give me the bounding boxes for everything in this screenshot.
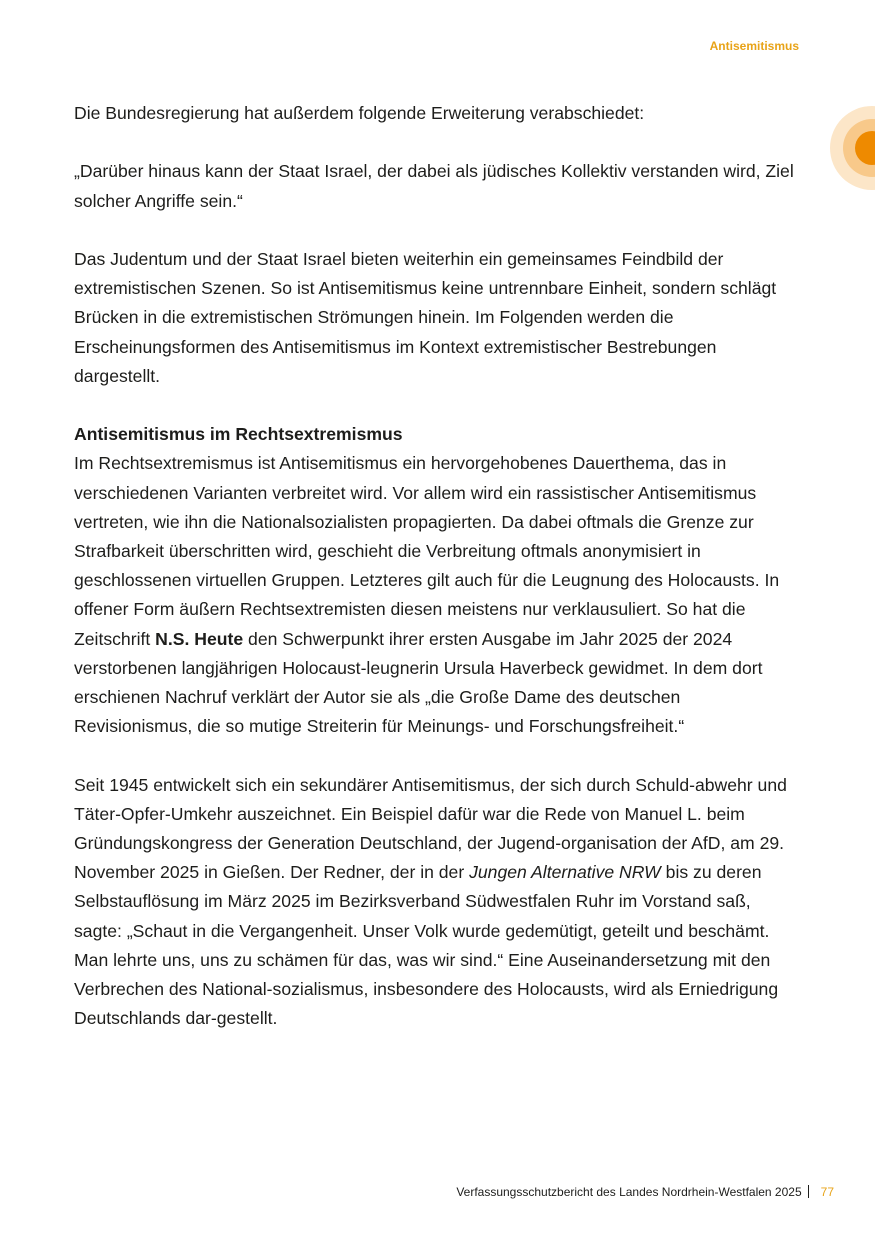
paragraph-intro: Die Bundesregierung hat außerdem folgende Erweiterung verabschiedet: bbox=[74, 103, 645, 123]
paragraph-text: Seit 1945 entwickelt sich ein sekundärer Antisemitismus, der sich durch Schuld-abwehr und Täter-Opfer-Umkehr auszeichnet. Ein Beispiel dafür war die Rede von Manuel L. beim Gründungskongress der Generation Deutschland, der Jugend-organisation der AfD, am 29. November 2025 in Gießen. Der Redner, der in der bbox=[74, 774, 787, 883]
paragraph-rechtsextremismus bbox=[74, 449, 802, 741]
publication-name: N.S. Heute bbox=[155, 628, 244, 649]
organisation-name: Jungen Alternative NRW bbox=[469, 862, 661, 883]
paragraph-text: den Schwerpunkt ihrer ersten Ausgabe im Jahr 2025 der 2024 verstorbenen langjährigen Holocaust-leugnerin Ursula Haverbeck gewidmet. In dem dort erschienen Nachruf verklärt der Autor sie als „die Große Dame des deutschen Revisionismus, die so mutige Streiterin für Meinungs- und Forschungsfreiheit.“ bbox=[74, 628, 763, 737]
running-head: Antisemitismus bbox=[709, 39, 799, 53]
decorative-circles-icon bbox=[830, 106, 875, 190]
paragraph-sekundaerer-antisemitismus bbox=[74, 771, 802, 1034]
footer-divider bbox=[808, 1185, 809, 1198]
page-number: 77 bbox=[820, 1185, 834, 1199]
footer-publication: Verfassungsschutzbericht des Landes Nordrhein-Westfalen 2025 bbox=[456, 1185, 802, 1199]
paragraph-text: bis zu deren Selbstauflösung im März 2025 im Bezirksverband Südwestfalen Ruhr im Vorstand saß, sagte: „Schaut in die Vergangenheit. Unser Volk wurde gedemütigt, geteilt und beschämt. Man lehrte uns, uns zu schämen für das, was wir sind.“ Eine Auseinandersetzung mit den Verbrechen des National-sozialismus, insbesondere des Holocausts, wird als Erniedrigung Deutschlands dar-gestellt. bbox=[74, 862, 779, 1029]
paragraph-feindbild: Das Judentum und der Staat Israel bieten weiterhin ein gemeinsames Feindbild der extremistischen Szenen. So ist Antisemitismus keine untrennbare Einheit, sondern schlägt Brücken in die extremistischen Strömungen hinein. Im Folgenden werden die Erscheinungsformen des Antisemitismus im Kontext extremistischer Bestrebungen dargestellt. bbox=[74, 248, 777, 386]
paragraph-quote: „Darüber hinaus kann der Staat Israel, der dabei als jüdisches Kollektiv verstanden wird, Ziel solcher Angriffe sein.“ bbox=[74, 161, 794, 211]
paragraph-text: Im Rechtsextremismus ist Antisemitismus ein hervorgehobenes Dauerthema, das in verschiedenen Varianten verbreitet wird. Vor allem wird ein rassistischer Antisemitismus vertreten, wie ihn die Nationalsozialisten propagierten. Da dabei oftmals die Grenze zur Strafbarkeit überschritten wird, geschieht die Verbreitung oftmals anonymisiert in geschlossenen virtuellen Gruppen. Letzteres gilt auch für die Leugnung des Holocausts. In offener Form äußern Rechtsextremisten diesen meistens nur verklausuliert. So hat die Zeitschrift bbox=[74, 453, 780, 649]
page-content bbox=[74, 99, 802, 1063]
section-heading: Antisemitismus im Rechtsextremismus bbox=[74, 424, 403, 445]
page-footer bbox=[456, 1185, 834, 1199]
